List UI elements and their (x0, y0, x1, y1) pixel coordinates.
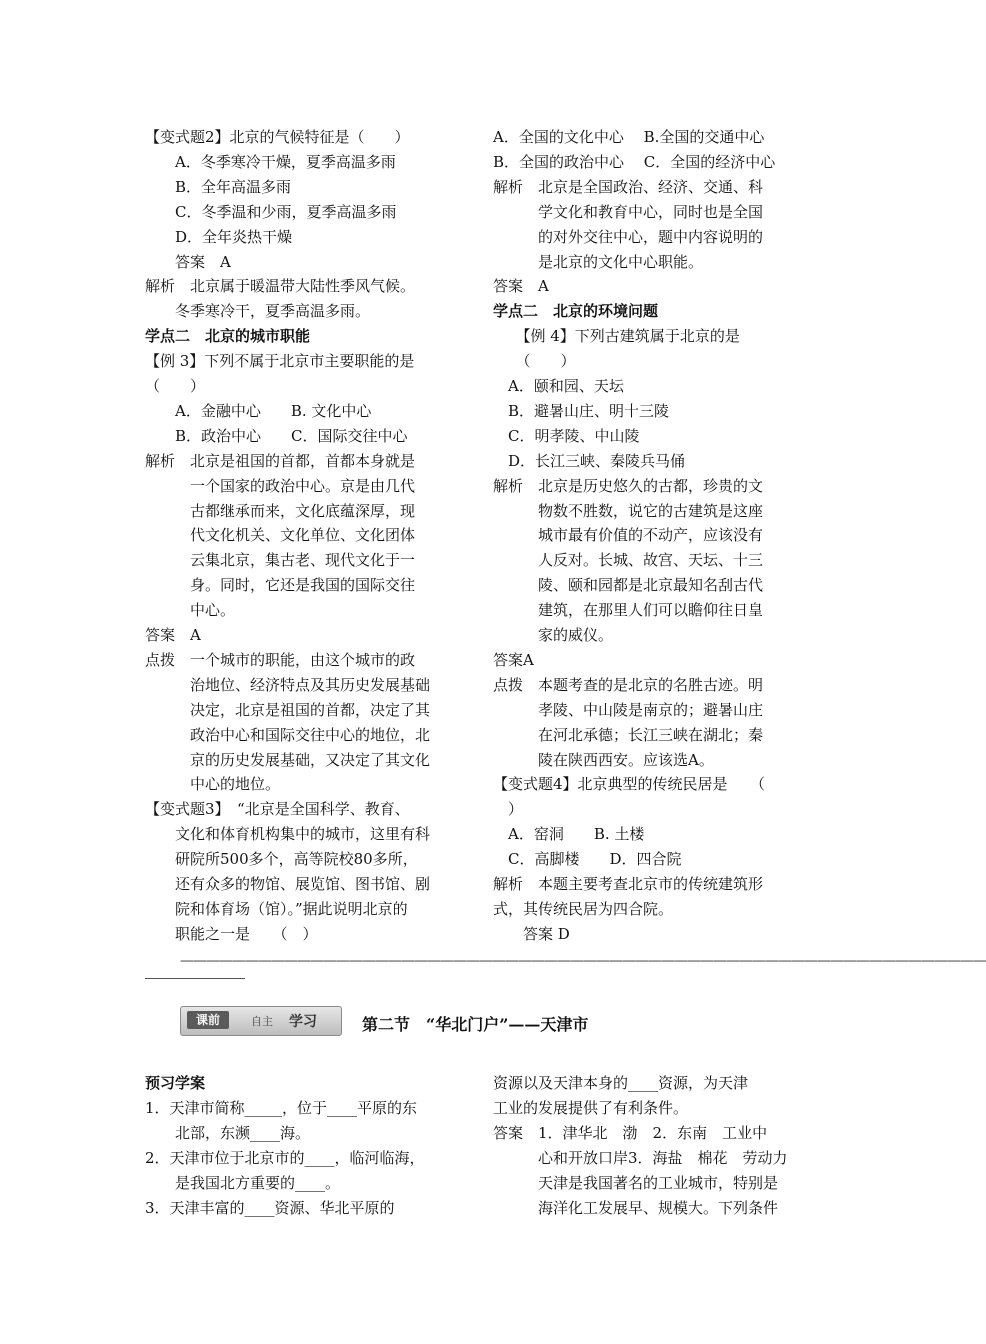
text-line: ） (493, 800, 524, 819)
text-line: 【例 4】下列古建筑属于北京的是 (493, 327, 740, 346)
banner-label-2: 自主 (251, 1015, 273, 1028)
text-line: 城市最有价值的不动产，应该没有 (493, 526, 764, 545)
text-line: C．明孝陵、中山陵 (493, 426, 640, 445)
text-line: 北部，东濒____海。 (145, 1124, 311, 1142)
text-line: 中心。 (145, 601, 236, 620)
text-line: 预习学案 (145, 1074, 206, 1092)
text-line: 物数不胜数，说它的古建筑是这座 (493, 501, 764, 520)
text-line: 解析 本题主要考查北京市的传统建筑形 (493, 875, 764, 893)
text-line: （ ） (493, 352, 576, 371)
banner-label-3: 学习 (289, 1014, 317, 1030)
text-line: 【变式题2】北京的气候特征是（ ） (145, 128, 410, 146)
text-line: 解析 北京是全国政治、经济、交通、科 (493, 177, 764, 196)
text-line: 治地位、经济特点及其历史发展基础 (145, 675, 431, 694)
text-line: 海洋化工发展早、规模大。下列条件 (493, 1199, 779, 1217)
text-line: 答案 A (493, 277, 549, 296)
text-line: 学点二 北京的城市职能 (145, 327, 311, 346)
text-line: 解析 北京是历史悠久的古都，珍贵的文 (493, 476, 764, 495)
text-line: 学文化和教育中心，同时也是全国 (493, 202, 764, 221)
text-line: 答案 A (145, 252, 231, 271)
text-line: 身。同时，它还是我国的国际交往 (145, 576, 416, 595)
text-line: D．全年炎热干燥 (145, 227, 293, 246)
text-line: A．全国的文化中心 B.全国的交通中心 (493, 128, 765, 146)
text-line: 冬季寒冷干，夏季高温多雨。 (145, 302, 371, 321)
text-line: 政治中心和国际交往中心的地位，北 (145, 725, 431, 744)
text-line: 陵在陕西西安。应该选A。 (493, 750, 714, 769)
text-line: A．冬季寒冷干燥，夏季高温多雨 (145, 152, 396, 171)
divider-tail (145, 978, 245, 979)
text-line: 建筑，在那里人们可以瞻仰往日皇 (493, 601, 764, 620)
text-line: A．颐和园、天坛 (493, 377, 624, 395)
text-line: 孝陵、中山陵是南京的；避暑山庄 (493, 700, 764, 719)
text-line: 家的威仪。 (493, 626, 614, 644)
text-line: 答案A (493, 650, 534, 669)
text-line: 3．天津丰富的____资源、华北平原的 (145, 1199, 395, 1217)
text-line: 云集北京，集古老、现代文化于一 (145, 551, 416, 570)
text-line: （ ） (145, 377, 206, 395)
text-line: 决定，北京是祖国的首都，决定了其 (145, 700, 431, 719)
text-line: 【例 3】下列不属于北京市主要职能的是 (145, 352, 415, 371)
text-line: A．窑洞 B. 土楼 (493, 825, 645, 844)
text-line: C．高脚楼 D．四合院 (493, 850, 682, 869)
text-line: 院和体育场（馆）。”据此说明北京的 (145, 899, 408, 918)
text-line: 的对外交往中心，题中内容说明的 (493, 227, 764, 246)
banner-label-1: 课前 (187, 1011, 229, 1029)
text-line: 解析 北京是祖国的首都，首都本身就是 (145, 451, 416, 470)
text-line: 是北京的文化中心职能。 (493, 252, 704, 271)
text-line: 是我国北方重要的____。 (145, 1174, 341, 1192)
text-line: 点拨 一个城市的职能，由这个城市的政 (145, 650, 416, 669)
text-line: 职能之一是 （ ） (145, 924, 318, 943)
text-line: B．全年高温多雨 (145, 177, 292, 196)
section-title: 第二节 “华北门户”——天津市 (362, 1015, 589, 1034)
text-line: 文化和体育机构集中的城市，这里有科 (145, 825, 431, 844)
divider-line: —————————————————————————————————————————————————————————————— (180, 953, 986, 969)
text-line: 在河北承德；长江三峡在湖北；秦 (493, 725, 764, 744)
text-line: 工业的发展提供了有利条件。 (493, 1099, 689, 1117)
text-line: 还有众多的物馆、展览馆、图书馆、剧 (145, 875, 431, 893)
text-line: 人反对。长城、故宫、天坛、十三 (493, 551, 764, 570)
text-line: 【变式题4】北京典型的传统民居是 （ (493, 775, 766, 794)
text-line: 京的历史发展基础，又决定了其文化 (145, 750, 431, 769)
text-line: D．长江三峡、秦陵兵马俑 (493, 451, 686, 470)
text-line: 解析 北京属于暖温带大陆性季风气候。 (145, 277, 416, 296)
text-line: 2．天津市位于北京市的____，临河临海， (145, 1149, 425, 1167)
text-line: 天津是我国著名的工业城市，特别是 (493, 1174, 779, 1192)
text-line: 【变式题3】 “北京是全国科学、教育、 (145, 800, 410, 819)
text-line: 答案 A (145, 626, 201, 644)
text-line: 答案 D (493, 924, 570, 943)
text-line: 陵、颐和园都是北京最知名刮古代 (493, 576, 764, 595)
text-line: 古都继承而来，文化底蕴深厚，现 (145, 501, 416, 520)
text-line: 点拨 本题考查的是北京的名胜古迹。明 (493, 675, 764, 694)
text-line: 中心的地位。 (145, 775, 281, 794)
text-line: 心和开放口岸3．海盐 棉花 劳动力 (493, 1149, 788, 1167)
text-line: 代文化机关、文化单位、文化团体 (145, 526, 416, 545)
text-line: 答案 1．津华北 渤 2．东南 工业中 (493, 1124, 768, 1142)
text-line: 资源以及天津本身的____资源，为天津 (493, 1074, 749, 1092)
text-line: B．政治中心 C．国际交往中心 (145, 426, 408, 445)
text-line: 研院所500多个，高等院校80多所， (145, 850, 418, 869)
section-banner-image (180, 1006, 342, 1036)
text-line: C．冬季温和少雨，夏季高温多雨 (145, 202, 397, 221)
text-line: B．避暑山庄、明十三陵 (493, 401, 670, 420)
text-line: 1．天津市简称_____，位于____平原的东 (145, 1099, 418, 1117)
text-line: 一个国家的政治中心。京是由几代 (145, 476, 416, 495)
text-line: B．全国的政治中心 C．全国的经济中心 (493, 152, 776, 171)
text-line: A．金融中心 B. 文化中心 (145, 401, 372, 420)
text-line: 学点二 北京的环境问题 (493, 302, 659, 321)
text-line: 式，其传统民居为四合院。 (493, 899, 674, 918)
